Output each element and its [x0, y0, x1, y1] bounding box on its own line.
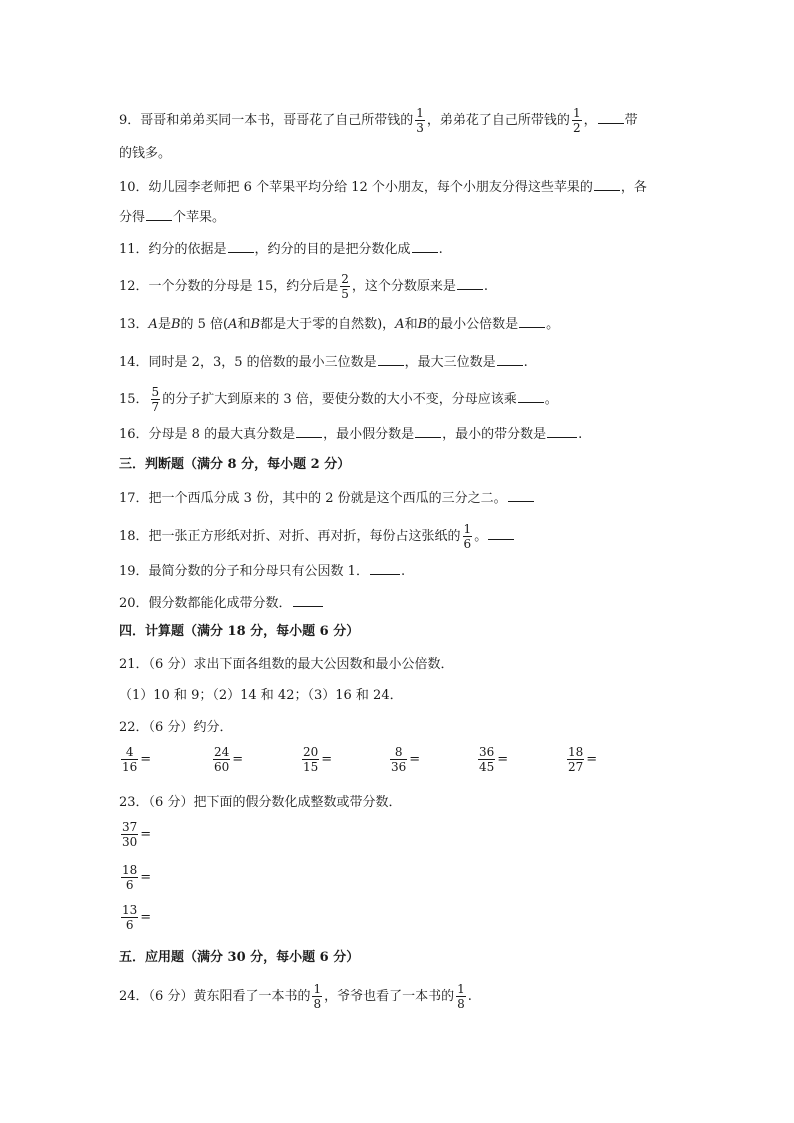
section-5-heading: 五．应用题（满分 30 分，每小题 6 分）: [119, 950, 360, 965]
fraction-one-eighth: $\frac{1}{8}$: [457, 982, 465, 1011]
question-14: 14．同时是 2，3，5 的倍数的最小三位数是 ，最大三位数是 .: [119, 352, 694, 373]
fraction-one-half: $\frac{1}{2}$: [572, 106, 581, 135]
question-22: 22．（6 分）约分．: [119, 720, 233, 735]
section-3-heading: 三．判断题（满分 8 分，每小题 2 分）: [119, 457, 351, 472]
answer-blank[interactable]: [497, 352, 523, 366]
question-11: 11．约分的依据是 ，约分的目的是把分数化成 .: [119, 239, 694, 260]
answer-blank[interactable]: [519, 314, 545, 328]
improper-fraction-3: $\frac{13}{6}$ =: [122, 903, 152, 932]
q9-text-b: ，弟弟花了自己所带钱的: [426, 113, 570, 128]
question-15: 15． $\frac{5}{7}$ 的分子扩大到原来的 3 倍，要使分数的大小不变，分母应该乘 。: [119, 385, 558, 414]
fraction-item: $\frac{8}{36}$ =: [391, 745, 421, 774]
answer-blank[interactable]: [598, 110, 624, 124]
answer-blank[interactable]: [412, 239, 438, 253]
improper-fraction-1: $\frac{37}{30}$ =: [122, 820, 152, 849]
answer-blank[interactable]: [488, 526, 514, 540]
question-9-line-2: [119, 144, 694, 164]
answer-blank[interactable]: [146, 207, 172, 221]
fraction-two-fifths: $\frac{2}{5}$: [341, 272, 349, 301]
fraction-item: $\frac{4}{16}$ =: [122, 745, 152, 774]
answer-blank[interactable]: [228, 239, 254, 253]
question-16: 16．分母是 8 的最大真分数是 ，最小假分数是 ，最小的带分数是 .: [119, 424, 694, 445]
answer-blank[interactable]: [415, 424, 441, 438]
answer-blank[interactable]: [594, 177, 620, 191]
fraction-one-eighth: $\frac{1}{8}$: [313, 982, 322, 1011]
q9-text-e: 的钱多。: [119, 146, 172, 161]
fraction-item: $\frac{20}{15}$ =: [303, 745, 333, 774]
question-10-line-2: 分得 个苹果。: [119, 207, 694, 228]
section-4-heading: 四．计算题（满分 18 分，每小题 6 分）: [119, 624, 360, 639]
answer-blank[interactable]: [518, 389, 544, 403]
question-13: 13．A是B的 5 倍(A和B都是大于零的自然数)，A和B的最小公倍数是 。: [119, 314, 694, 335]
fraction-five-sevenths: $\frac{5}{7}$: [151, 385, 160, 414]
question-23: 23．（6 分）把下面的假分数化成整数或带分数．: [119, 795, 402, 810]
fraction-item: $\frac{18}{27}$ =: [568, 745, 598, 774]
answer-blank[interactable]: [378, 352, 404, 366]
answer-blank[interactable]: [547, 424, 577, 438]
question-19: 19．最简分数的分子和分母只有公因数 1． .: [119, 561, 694, 582]
answer-blank[interactable]: [296, 424, 322, 438]
question-9-line-1: 9．哥哥和弟弟买同一本书，哥哥花了自己所带钱的 $\frac{1}{3}$ ，弟弟花了自己所带钱的 $\frac{1}{2}$ ， 带: [119, 106, 638, 135]
question-21-subparts: （1）10 和 9；（2）14 和 42；（3）16 和 24．: [119, 688, 403, 703]
question-10-line-1: 10．幼儿园李老师把 6 个苹果平均分给 12 个小朋友，每个小朋友分得这些苹果的 ，各: [119, 177, 694, 198]
question-20: 20．假分数都能化成带分数．: [119, 593, 694, 614]
fraction-item: $\frac{36}{45}$ =: [479, 745, 509, 774]
fraction-one-third: $\frac{1}{3}$: [416, 106, 424, 135]
answer-blank[interactable]: [457, 276, 483, 290]
fraction-item: $\frac{24}{60}$ =: [214, 745, 244, 774]
question-24: 24．（6 分）黄东阳看了一本书的 $\frac{1}{8}$ ，爷爷也看了一本书的 $\frac{1}{8}$ .: [119, 982, 472, 1011]
improper-fraction-2: $\frac{18}{6}$ =: [122, 863, 152, 892]
answer-blank[interactable]: [293, 593, 323, 607]
question-12: 12．一个分数的分母是 15，约分后是 $\frac{2}{5}$ ，这个分数原来是 .: [119, 272, 489, 301]
question-21: 21．（6 分）求出下面各组数的最大公因数和最小公倍数．: [119, 657, 454, 672]
answer-blank[interactable]: [370, 561, 400, 575]
answer-blank[interactable]: [508, 488, 534, 502]
reduce-fractions-row: [119, 745, 694, 781]
q9-text-a: 9．哥哥和弟弟买同一本书，哥哥花了自己所带钱的: [119, 113, 414, 128]
question-17: 17．把一个西瓜分成 3 份，其中的 2 份就是这个西瓜的三分之二。: [119, 488, 694, 509]
question-18: 18．把一张正方形纸对折、对折、再对折，每份占这张纸的 $\frac{1}{6}$ 。: [119, 522, 694, 551]
fraction-one-sixth: $\frac{1}{6}$: [463, 522, 472, 551]
